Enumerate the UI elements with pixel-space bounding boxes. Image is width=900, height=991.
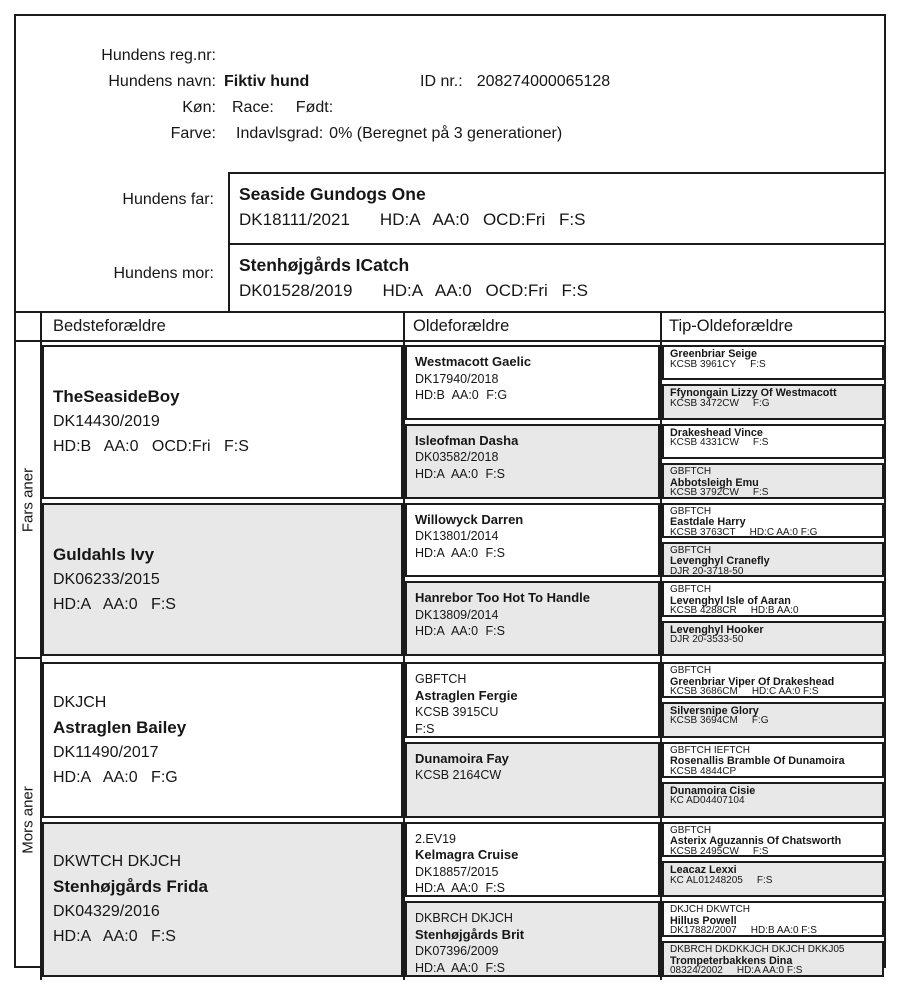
id-label: ID nr.: (420, 73, 463, 90)
dog-regno: DK11490/2017 (53, 743, 159, 761)
column-header-grandparents: Bedsteforældre (42, 313, 405, 340)
dog-name: Stenhøjgårds Frida (53, 877, 208, 897)
dog-name: Trompeterbakkens Dina (670, 954, 793, 967)
dog-name: TheSeasideBoy (53, 387, 180, 407)
dog-regno: KC AD04407104 (670, 795, 745, 807)
dog-results: HD:A AA:0 F:S (415, 960, 505, 975)
dog-name: Stenhøjgårds Brit (415, 926, 525, 942)
pedigree-cell (662, 782, 884, 818)
pedigree-cell (405, 424, 660, 499)
dog-results: HD:A AA:0 F:S (415, 545, 505, 560)
dog-results: HD:A AA:0 F:S (736, 965, 803, 977)
dog-results: HD:A AA:0 F:S (53, 595, 176, 613)
dog-name: Westmacott Gaelic (415, 354, 532, 369)
dog-name: Astraglen Fergie (415, 687, 518, 703)
dog-titles: GBFTCH (415, 672, 467, 686)
dog-name: Hillus Powell (670, 914, 737, 927)
dog-titles: DKJCH DKWTCH (670, 904, 750, 916)
pedigree-cell (662, 542, 884, 577)
dog-regno: DJR 20-3718-50 (670, 566, 744, 578)
dog-regno: DK18857/2015 (415, 864, 499, 879)
dog-titles: DKWTCH DKJCH (53, 853, 181, 871)
dam-line-label-cell (16, 659, 42, 980)
dog-results: HD:A AA:0 F:S (415, 881, 505, 895)
great-grandparents-column (405, 342, 662, 659)
inbreeding-value: 0% (Beregnet på 3 generationer) (329, 125, 563, 142)
sire-name: Seaside Gundogs One (239, 184, 426, 204)
pedigree-cell (405, 581, 660, 656)
dog-results: F:S (752, 437, 769, 449)
dog-regno: KCSB 4331CW (670, 437, 739, 449)
dam-label: Hundens mor: (113, 265, 214, 282)
color-label: Farve: (170, 125, 216, 142)
dog-name: Rosenallis Bramble Of Dunamoira (670, 755, 845, 768)
great-grandparents-column (405, 659, 662, 980)
dog-results: F:S (752, 487, 769, 499)
dog-regno: KCSB 3763CT (670, 526, 736, 538)
dog-results: F:S (756, 874, 773, 886)
dog-titles: GBFTCH (670, 584, 712, 596)
dog-titles: DKBRCH DKDKKJCH DKJCH DKKJ05 (670, 944, 845, 956)
pedigree-cell (405, 662, 660, 738)
dog-results: HD:C AA:0 F:G (749, 526, 818, 538)
dog-results: HD:B AA:0 F:S (750, 925, 817, 937)
pedigree-cell (662, 424, 884, 459)
sire-line-label: Fars aner (19, 467, 37, 532)
dog-regno: KCSB 4844CP (670, 765, 737, 777)
dog-titles: 2.EV19 (415, 831, 457, 846)
dog-regno: DK17940/2018 (415, 371, 499, 386)
dam-results: HD:A AA:0 OCD:Fri F:S (382, 281, 588, 300)
dog-regno: KC AL01248205 (670, 874, 743, 886)
dog-results: HD:C AA:0 F:S (751, 686, 819, 698)
dog-results: F:S (415, 721, 435, 736)
breed-label: Race: (232, 99, 274, 116)
pedigree-cell (42, 503, 403, 657)
dog-regno: DJR 20-3533-50 (670, 634, 744, 646)
dog-info-block (16, 43, 884, 147)
dog-regno: DK03582/2018 (415, 450, 499, 465)
dog-results: F:S (752, 845, 769, 857)
pedigree-cell (662, 941, 884, 977)
great-great-grandparents-column (662, 342, 884, 659)
column-header-great-great-grandparents: Tip-Oldeforældre (669, 317, 794, 335)
pedigree-table (16, 311, 884, 977)
dog-results: HD:A AA:0 F:S (415, 624, 505, 639)
dog-name: Willowyck Darren (415, 511, 524, 527)
dog-regno: DK17882/2007 (670, 925, 737, 937)
dog-regno: KCSB 3694CM (670, 715, 738, 727)
pedigree-cell (662, 463, 884, 498)
pedigree-cell (662, 822, 884, 858)
dog-name: Drakeshead Vince (670, 426, 763, 439)
dog-name-value: Fiktiv hund (224, 73, 310, 90)
dog-titles: GBFTCH (670, 824, 712, 836)
dog-results: HD:A AA:0 F:S (415, 466, 505, 481)
dog-regno: KCSB 3472CW (670, 397, 739, 409)
pedigree-cell (42, 345, 403, 499)
pedigree-cell (42, 662, 403, 818)
dog-regno: KCSB 3961CY (670, 358, 737, 370)
dog-name: Silversnipe Glory (670, 704, 759, 717)
pedigree-cell (662, 581, 884, 616)
dog-regno: KCSB 3686CM (670, 686, 738, 698)
dog-titles: DKJCH (53, 693, 107, 711)
pedigree-cell (662, 345, 884, 380)
dam-line-label: Mors aner (19, 785, 37, 854)
grandparents-column (42, 342, 405, 659)
sex-breed-born-row (16, 95, 884, 121)
dog-regno: KCSB 3792CW (670, 487, 739, 499)
dog-results: F:G (751, 715, 769, 727)
dog-name: Leacaz Lexxi (670, 864, 737, 877)
dam-regno: DK01528/2019 (239, 281, 353, 300)
sire-results: HD:A AA:0 OCD:Fri F:S (379, 210, 586, 229)
dam-name: Stenhøjgårds ICatch (239, 255, 410, 275)
pedigree-cell (405, 901, 660, 977)
dog-titles: GBFTCH (670, 466, 712, 478)
dog-results: F:G (752, 397, 770, 409)
dog-results: HD:B AA:0 (750, 605, 799, 617)
pedigree-cell (662, 861, 884, 897)
dog-name-label: Hundens navn: (108, 73, 216, 90)
dog-name: Levenghyl Isle of Aaran (670, 594, 791, 607)
dog-titles: GBFTCH (670, 505, 712, 517)
dam-box (228, 243, 884, 311)
pedigree-cell (662, 384, 884, 419)
pedigree-cell (662, 662, 884, 698)
dog-name: Hanrebor Too Hot To Handle (415, 590, 591, 606)
color-inbreeding-row (16, 121, 884, 147)
dog-results: HD:B AA:0 F:G (415, 388, 508, 402)
reg-row (16, 43, 884, 69)
dog-regno: KCSB 2495CW (670, 845, 739, 857)
dog-results: HD:A AA:0 F:S (53, 928, 176, 946)
sire-box (228, 172, 884, 243)
dog-reg-label: Hundens reg.nr: (101, 47, 216, 64)
dog-regno: DK04329/2016 (53, 903, 160, 921)
dog-titles: GBFTCH (670, 544, 712, 556)
dog-name: Guldahls Ivy (53, 544, 155, 564)
dog-regno: DK13801/2014 (415, 529, 499, 543)
pedigree-cell (405, 742, 660, 818)
dog-regno: KCSB 3915CU (415, 705, 499, 719)
pedigree-cell (662, 702, 884, 738)
dog-name: Greenbriar Seige (670, 348, 758, 360)
id-value: 208274000065128 (476, 73, 611, 90)
dog-name: Kelmagra Cruise (415, 847, 519, 862)
dog-name: Asterix Aguzannis Of Chatsworth (670, 835, 842, 848)
sire-label: Hundens far: (122, 191, 214, 208)
dog-titles: DKBRCH DKJCH (415, 911, 513, 926)
dog-name: Abbotsleigh Emu (670, 476, 759, 489)
dog-regno: DK07396/2009 (415, 944, 499, 959)
sire-line-label-cell (16, 342, 42, 659)
great-great-grandparents-column (662, 659, 884, 980)
dog-results: F:S (750, 358, 766, 370)
column-header-great-grandparents: Oldeforældre (405, 313, 662, 340)
dog-regno: DK14430/2019 (53, 413, 160, 431)
pedigree-sheet (14, 14, 886, 977)
dog-name: Dunamoira Fay (415, 750, 509, 766)
pedigree-cell (405, 822, 660, 898)
dog-regno: KCSB 2164CW (415, 768, 502, 783)
sex-label: Køn: (182, 99, 216, 116)
dog-regno: DK13809/2014 (415, 607, 499, 622)
pedigree-cell (405, 345, 660, 420)
dam-line-section (16, 659, 884, 980)
pedigree-header-row (16, 313, 884, 342)
dog-results: HD:B AA:0 OCD:Fri F:S (53, 438, 249, 456)
pedigree-cell (662, 901, 884, 937)
dog-name: Ffynongain Lizzy Of Westmacott (670, 387, 837, 400)
dog-regno: 08324/2002 (670, 965, 723, 977)
pedigree-cell (662, 742, 884, 778)
born-label: Født: (295, 99, 334, 116)
grandparents-column (42, 659, 405, 980)
dog-titles: GBFTCH (670, 665, 712, 676)
name-row (16, 69, 884, 95)
id-group (420, 69, 610, 95)
dog-regno: DK06233/2015 (53, 570, 160, 588)
pedigree-cell (405, 503, 660, 578)
dog-name: Dunamoira Cisie (670, 784, 756, 797)
pedigree-cell (662, 503, 884, 538)
dog-name: Levenghyl Cranefly (670, 555, 770, 568)
pedigree-cell (42, 822, 403, 978)
sire-regno: DK18111/2021 (239, 210, 350, 229)
dog-regno: KCSB 4288CR (670, 605, 737, 617)
dog-name: Isleofman Dasha (415, 432, 519, 448)
header-narrow-cell (16, 313, 42, 340)
dog-name: Greenbriar Viper Of Drakeshead (670, 675, 835, 688)
dog-name: Eastdale Harry (670, 516, 746, 529)
dog-name: Levenghyl Hooker (670, 623, 764, 636)
sire-line-section (16, 342, 884, 659)
pedigree-cell (662, 621, 884, 656)
dog-name: Astraglen Bailey (53, 717, 187, 737)
dog-results: HD:A AA:0 F:G (53, 768, 178, 786)
inbreeding-label: Indavlsgrad: (236, 125, 324, 142)
dog-titles: GBFTCH IEFTCH (670, 744, 750, 756)
